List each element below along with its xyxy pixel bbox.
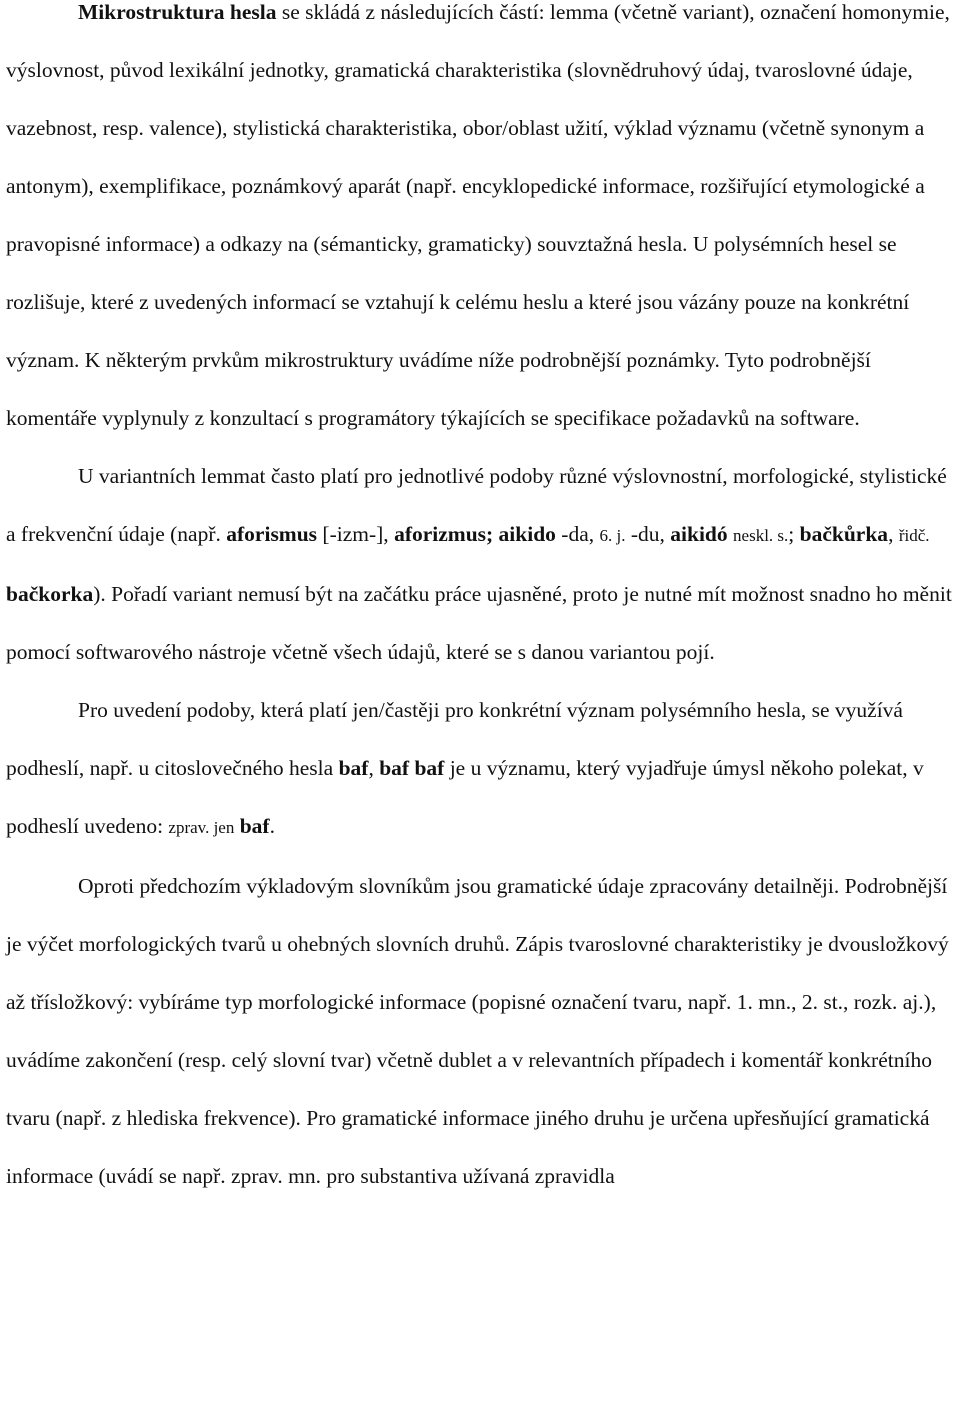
text-run: Oproti předchozím výkladovým slovníkům jsou gramatické údaje zpracovány detailněji. Podrobnější je výčet morfologických tvarů u ohebných slovních druhů. Zápis tvaroslovné charakteristiky je dvousložkový až třísložkový: vybíráme typ morfologické informace (popisné označení tvaru, např. 1. mn., 2. st., rozk. aj.), uvádíme zakončení (resp. celý slovní tvar) včetně dublet a v relevantních případech i komentář konkrétního tvaru (např. z hlediska frekvence). Pro gramatické informace jiného druhu je určena upřesňující gramatická informace (uvádí se např. zprav. mn. pro substantiva užívaná zpravidla	[6, 874, 949, 1188]
text-run: ,	[368, 756, 380, 780]
example-headword: baf baf	[379, 756, 445, 780]
text-run: je u významu, který vyjadřuje úmysl někoho polekat, v podheslí uvedeno:	[6, 756, 924, 838]
text-run: ,	[888, 522, 899, 546]
example-headword: aikidó	[670, 522, 728, 546]
text-run: ;	[788, 522, 800, 546]
term-mikrostruktura-hesla: Mikrostruktura hesla	[78, 0, 277, 24]
text-run: .	[269, 814, 275, 838]
paragraph-grammar-data	[6, 857, 954, 1205]
example-headword: bačkůrka	[799, 522, 889, 546]
grammar-abbreviation: 6. j.	[599, 526, 626, 545]
text-run: U variantních lemmat často platí pro jednotlivé podoby různé výslovnostní, morfologické, stylistické a frekvenční údaje (např.	[6, 464, 947, 546]
grammar-abbreviation: neskl. s.	[733, 526, 789, 545]
text-run: Pro uvedení podoby, která platí jen/častěji pro konkrétní význam polysémního hesla, se využívá podheslí, např. u citoslovečného hesla	[6, 698, 903, 780]
example-headword: baf	[239, 814, 270, 838]
example-headword: bačkorka	[6, 582, 94, 606]
text-run: -da,	[555, 522, 600, 546]
usage-abbreviation: řidč.	[898, 526, 930, 545]
text-run: [-izm-],	[317, 522, 395, 546]
paragraph-subentry	[6, 681, 954, 857]
text-run: se skládá z následujících částí: lemma (včetně variant), označení homonymie, výslovnost, původ lexikální jednotky, gramatická charakteristika (slovnědruhový údaj, tvaroslovné údaje, vazebnost, resp. valence), stylistická charakteristika, obor/oblast užití, výklad významu (včetně synonym a antonym), exemplifikace, poznámkový aparát (např. encyklopedické informace, rozšiřující etymologické a pravopisné informace) a odkazy na (sémanticky, gramaticky) souvztažná hesla. U polysémních hesel se rozlišuje, které z uvedených informací se vztahují k celému heslu a které jsou vázány pouze na konkrétní význam. K některým prvkům mikrostruktury uvádíme níže podrobnější poznámky. Tyto podrobnější komentáře vyplynuly z konzultací s programátory týkajících se specifikace požadavků na software.	[6, 0, 950, 430]
example-headword: baf	[338, 756, 369, 780]
example-headword: aforismus	[226, 522, 318, 546]
example-headword: aforizmus; aikido	[394, 522, 556, 546]
paragraph-variant-lemmas	[6, 447, 954, 681]
usage-abbreviation: zprav. jen	[168, 818, 235, 837]
paragraph-microstructure	[6, 0, 954, 447]
text-run: -du,	[625, 522, 671, 546]
text-run: ). Pořadí variant nemusí být na začátku práce ujasněné, proto je nutné mít možnost snadno ho měnit pomocí softwarového nástroje včetně všech údajů, které se s danou variantou pojí.	[6, 582, 952, 664]
